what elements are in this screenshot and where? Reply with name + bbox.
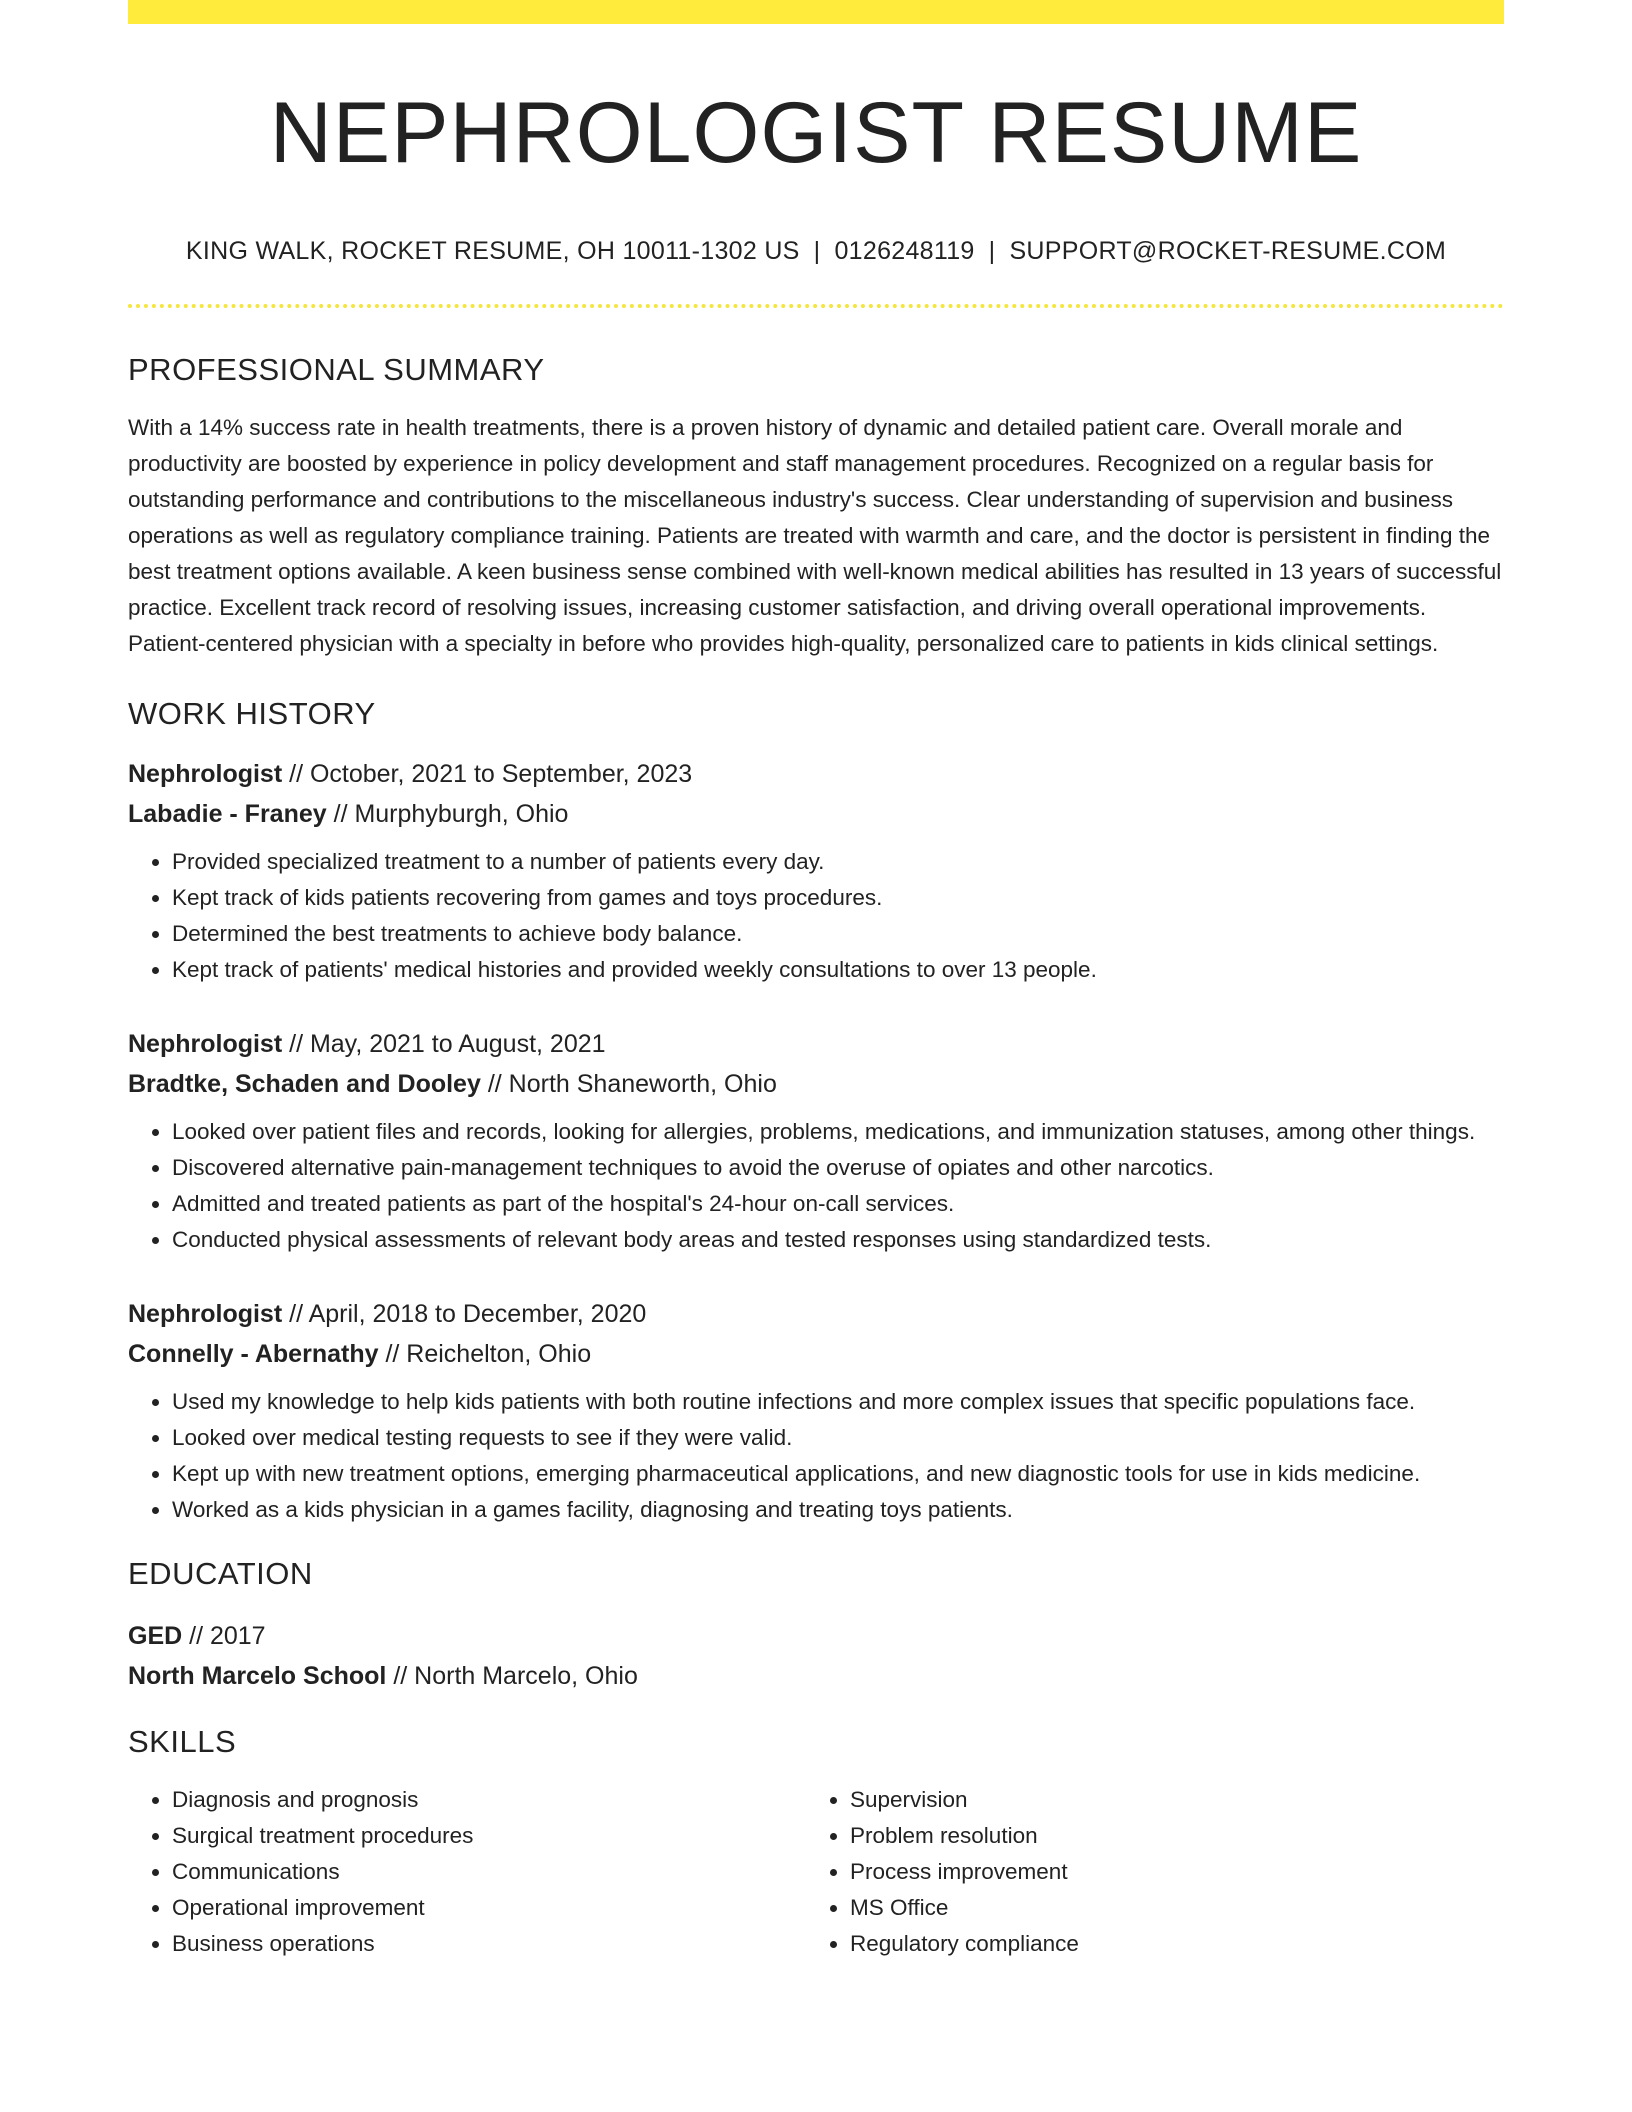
job-dates: // May, 2021 to August, 2021 [282, 1029, 606, 1058]
job-bullet: • Provided specialized treatment to a number of patients every day. [172, 844, 1504, 880]
job-bullets [128, 844, 1504, 988]
job-bullets [128, 1384, 1504, 1528]
job-company-line [128, 794, 1504, 834]
job-bullet: • Conducted physical assessments of relevant body areas and tested responses using standardized tests. [172, 1222, 1504, 1258]
summary-heading: PROFESSIONAL SUMMARY [128, 351, 545, 387]
resume-title: NEPHROLOGIST RESUME [269, 85, 1363, 181]
contact-phone: 0126248119 [834, 236, 975, 265]
skill-item: • Business operations [172, 1926, 806, 1962]
education-location: // North Marcelo, Ohio [386, 1661, 638, 1690]
job-location: // Murphyburgh, Ohio [326, 799, 569, 828]
skills-heading: SKILLS [128, 1723, 237, 1759]
summary-text: With a 14% success rate in health treatments, there is a proven history of dynamic and detailed patient care. Overall morale and productivity are boosted by experience in policy development and staff management procedures. Recognized on a regular basis for outstanding performance and contributions to the miscellaneous industry's success. Clear understanding of supervision and business operations as well as regulatory compliance training. Patients are treated with warmth and care, and the doctor is persistent in finding the best treatment options available. A keen business sense combined with well-known medical abilities has resulted in 13 years of successful practice. Excellent track record of resolving issues, increasing customer satisfaction, and driving overall operational improvements. Patient-centered physician with a specialty in before who provides high-quality, personalized care to patients in kids clinical settings. [128, 414, 1502, 656]
job-entry [128, 1024, 1504, 1258]
skill-item: • MS Office [850, 1890, 1484, 1926]
skill-item: • Diagnosis and prognosis [172, 1782, 806, 1818]
skill-item: • Supervision [850, 1782, 1484, 1818]
contact-email: SUPPORT@ROCKET-RESUME.COM [1009, 236, 1447, 265]
contact-address: KING WALK, ROCKET RESUME, OH 10011-1302 US [185, 236, 800, 265]
work-history-heading: WORK HISTORY [128, 695, 376, 731]
skill-item: • Problem resolution [850, 1818, 1484, 1854]
education-degree: GED [128, 1621, 183, 1650]
job-dates: // October, 2021 to September, 2023 [282, 759, 693, 788]
skills-column-left [128, 1782, 806, 1962]
job-role-line [128, 1294, 1504, 1334]
job-role-line [128, 1024, 1504, 1064]
skill-item: • Surgical treatment procedures [172, 1818, 806, 1854]
job-bullet: • Looked over patient files and records, looking for allergies, problems, medications, and immunization statuses, among other things. [172, 1114, 1504, 1150]
job-company: Connelly - Abernathy [128, 1339, 379, 1368]
job-bullet: • Discovered alternative pain-management techniques to avoid the overuse of opiates and other narcotics. [172, 1150, 1504, 1186]
job-bullet: • Worked as a kids physician in a games facility, diagnosing and treating toys patients. [172, 1492, 1504, 1528]
education-school-line [128, 1656, 1504, 1696]
education-degree-line [128, 1616, 1504, 1656]
job-location: // Reichelton, Ohio [378, 1339, 592, 1368]
job-entry [128, 1294, 1504, 1528]
education-entry [128, 1616, 1504, 1696]
contact-separator: | [813, 236, 821, 265]
contact-line [128, 237, 1504, 266]
job-company-line [128, 1064, 1504, 1104]
job-role-line [128, 754, 1504, 794]
skills-column-right [806, 1782, 1484, 1962]
skill-item: • Communications [172, 1854, 806, 1890]
contact-separator: | [988, 236, 996, 265]
job-company-line [128, 1334, 1504, 1374]
job-bullet: • Admitted and treated patients as part of the hospital's 24-hour on-call services. [172, 1186, 1504, 1222]
job-entry [128, 754, 1504, 988]
dotted-divider [128, 304, 1504, 308]
job-company: Labadie - Franey [128, 799, 327, 828]
resume-page [128, 0, 1504, 1962]
job-bullet: • Used my knowledge to help kids patients with both routine infections and more complex issues that specific populations face. [172, 1384, 1504, 1420]
education-school: North Marcelo School [128, 1661, 387, 1690]
job-bullet: • Kept track of patients' medical histories and provided weekly consultations to over 13 people. [172, 952, 1504, 988]
job-role: Nephrologist [128, 759, 283, 788]
top-accent-bar [128, 0, 1504, 24]
job-location: // North Shaneworth, Ohio [480, 1069, 777, 1098]
education-year: // 2017 [182, 1621, 266, 1650]
job-bullet: • Looked over medical testing requests to see if they were valid. [172, 1420, 1504, 1456]
skill-item: • Process improvement [850, 1854, 1484, 1890]
job-bullet: • Kept track of kids patients recovering from games and toys procedures. [172, 880, 1504, 916]
job-dates: // April, 2018 to December, 2020 [282, 1299, 647, 1328]
job-role: Nephrologist [128, 1029, 283, 1058]
skill-item: • Operational improvement [172, 1890, 806, 1926]
education-heading: EDUCATION [128, 1555, 313, 1591]
job-bullets [128, 1114, 1504, 1258]
job-bullet: • Determined the best treatments to achieve body balance. [172, 916, 1504, 952]
job-company: Bradtke, Schaden and Dooley [128, 1069, 481, 1098]
job-bullet: • Kept up with new treatment options, emerging pharmaceutical applications, and new diagnostic tools for use in kids medicine. [172, 1456, 1504, 1492]
skill-item: • Regulatory compliance [850, 1926, 1484, 1962]
skills-list [128, 1782, 1504, 1962]
job-role: Nephrologist [128, 1299, 283, 1328]
